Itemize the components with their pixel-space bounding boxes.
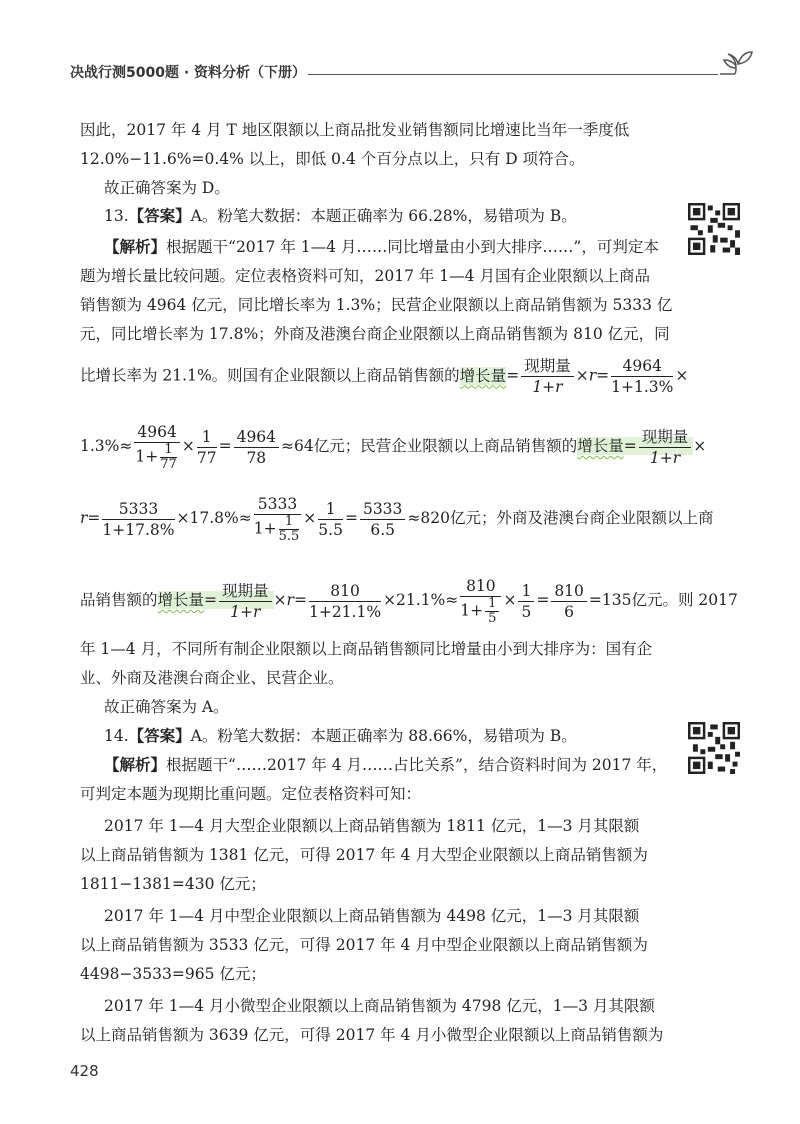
- numerator: 810: [460, 576, 501, 597]
- fraction: [360, 499, 405, 540]
- text-line: 1811−1381=430 亿元；: [80, 875, 266, 893]
- text: 1+: [253, 519, 277, 538]
- denominator: 78: [246, 448, 267, 467]
- denominator: 1+r: [230, 602, 261, 621]
- numerator: 4964: [234, 427, 279, 448]
- formula-line-1: [80, 356, 688, 397]
- text-line: 因此，2017 年 4 月 T 地区限额以上商品批发业销售额同比增速比当年一季度低: [80, 121, 630, 139]
- q13-answer-line: [104, 205, 740, 227]
- op: ×: [693, 437, 707, 455]
- text: 根据题干“2017 年 1—4 月……同比增量由小到大排序……”，可判定本: [166, 238, 659, 256]
- text-line: 以上商品销售额为 3639 亿元，可得 2017 年 4 月小微型企业限额以上商品销售额为: [80, 1026, 664, 1044]
- answer-tag: 【答案】: [128, 726, 191, 745]
- fraction: [460, 576, 501, 626]
- analysis-tag: 【解析】: [104, 237, 167, 256]
- growth-label: 增长量: [577, 437, 624, 455]
- text-line: 2017 年 1—4 月小微型企业限额以上商品销售额为 4798 亿元，1—3 月其限额: [104, 997, 655, 1015]
- fraction: [134, 422, 179, 472]
- op: ×: [303, 509, 317, 527]
- denominator: [254, 515, 302, 544]
- var-r: r: [588, 366, 597, 385]
- numerator: 5333: [254, 494, 302, 515]
- sprout-icon: [716, 48, 756, 82]
- fraction: [485, 597, 499, 626]
- denominator: 1+21.1%: [308, 602, 382, 621]
- answer-tag: 【答案】: [128, 206, 191, 225]
- analysis-tag: 【解析】: [104, 755, 167, 774]
- formula-line-2: [80, 422, 706, 472]
- numerator: 1: [518, 581, 534, 602]
- q13-answer-text: A。粉笔大数据：本题正确率为 66.28%，易错项为 B。: [190, 207, 577, 225]
- running-header: 决战行测5000题 · 资料分析（下册）: [70, 65, 307, 81]
- numerator: 现期量: [639, 427, 692, 448]
- q14-answer-line: [104, 725, 740, 747]
- denominator: [460, 597, 501, 626]
- text: 1+: [135, 447, 159, 466]
- numerator: 5333: [102, 499, 174, 520]
- denominator: 5.5: [278, 529, 300, 544]
- growth-label: 增长量: [459, 366, 507, 385]
- fraction: [521, 356, 574, 397]
- text-line: 题为增长量比较问题。定位表格资料可知，2017 年 1—4 月国有企业限额以上商品: [80, 267, 650, 285]
- numerator: 现期量: [521, 356, 574, 377]
- text: 品销售额的: [80, 591, 158, 609]
- denominator: 77: [160, 457, 177, 472]
- op: ×: [575, 366, 589, 385]
- numerator: 1: [318, 499, 343, 520]
- fraction: [219, 581, 272, 622]
- value: 1.3%: [80, 437, 120, 455]
- eq: =: [87, 509, 101, 527]
- numerator: 5333: [360, 499, 405, 520]
- eq: =: [344, 509, 358, 527]
- eq: =: [293, 591, 307, 609]
- page-number: 428: [70, 1062, 99, 1080]
- eq: =: [218, 437, 232, 455]
- denominator: 6.5: [370, 520, 395, 539]
- op: ×: [181, 437, 195, 455]
- growth-formula-highlight: [577, 427, 693, 467]
- denominator: 5: [488, 611, 497, 626]
- fraction: [639, 427, 692, 468]
- numerator: 1: [279, 515, 300, 530]
- denominator: 1+1.3%: [611, 378, 674, 396]
- eq: =: [536, 591, 550, 609]
- text-line: 故正确答案为 A。: [104, 698, 229, 716]
- fraction: [518, 581, 534, 622]
- op: ≈: [445, 591, 459, 609]
- text-line: 业、外商及港澳台商企业、民营企业。: [80, 669, 344, 687]
- fraction: [309, 581, 381, 622]
- op: ×: [675, 366, 689, 385]
- numerator: 810: [309, 581, 381, 602]
- text-line: 12.0%−11.6%=0.4% 以上，即低 0.4 个百分点以上，只有 D 项符合。: [80, 150, 585, 168]
- fraction: [551, 581, 587, 622]
- denominator: 5: [521, 602, 532, 621]
- fraction: [611, 356, 673, 397]
- fraction: [318, 499, 343, 540]
- denominator: 1+r: [532, 378, 563, 396]
- numerator: 4964: [611, 356, 673, 377]
- fraction: [279, 515, 300, 544]
- formula-line-3: [80, 494, 713, 544]
- text-line: 故正确答案为 D。: [104, 179, 230, 197]
- numerator: 1: [160, 443, 177, 458]
- numerator: 810: [551, 581, 587, 602]
- text-line: 2017 年 1—4 月中型企业限额以上商品销售额为 4498 亿元，1—3 月其限额: [104, 907, 640, 925]
- header-rule: [308, 74, 718, 75]
- op: ≈: [119, 437, 133, 455]
- growth-formula-highlight: [157, 581, 274, 621]
- fraction: [234, 427, 279, 468]
- text-line: 销售额为 4964 亿元，同比增长率为 1.3%；民营企业限额以上商品销售额为 5333 亿: [80, 296, 673, 314]
- numerator: 4964: [134, 422, 179, 443]
- fraction: [254, 494, 302, 544]
- var-r: r: [286, 591, 294, 609]
- text: 根据题干“……2017 年 4 月……占比关系”，结合资料时间为 2017 年，: [166, 756, 668, 774]
- numerator: 1: [485, 597, 499, 612]
- q14-number: 14.: [104, 727, 129, 745]
- fraction: [197, 427, 217, 468]
- fraction: [160, 443, 177, 472]
- value: ×17.8%: [176, 509, 239, 527]
- text: ≈820亿元；外商及港澳台商企业限额以上商: [407, 509, 714, 527]
- q14-answer-text: A。粉笔大数据：本题正确率为 88.66%，易错项为 B。: [190, 727, 577, 745]
- text-line: 4498−3533=965 亿元；: [80, 965, 266, 983]
- eq: =: [204, 591, 218, 609]
- denominator: 77: [196, 448, 217, 467]
- text-line: 元，同比增长率为 17.8%；外商及港澳台商企业限额以上商品销售额为 810 亿元，同: [80, 325, 670, 343]
- formula-line-4: [80, 576, 738, 626]
- text: ≈64亿元；民营企业限额以上商品销售额的: [281, 437, 578, 455]
- eq: =: [596, 366, 610, 385]
- value: ×21.1%: [383, 591, 446, 609]
- text: 比增长率为 21.1%。则国有企业限额以上商品销售额的: [80, 366, 460, 385]
- denominator: 1+17.8%: [102, 520, 175, 539]
- denominator: 1+r: [649, 448, 681, 467]
- growth-label: 增长量: [157, 591, 205, 609]
- op: ×: [503, 591, 517, 609]
- var-r: r: [80, 509, 88, 527]
- text-line: 以上商品销售额为 1381 亿元，可得 2017 年 4 月大型企业限额以上商品销售额为: [80, 846, 648, 864]
- q13-number: 13.: [104, 207, 129, 225]
- numerator: 1: [197, 427, 217, 448]
- text: 1+: [460, 601, 484, 620]
- numerator: 现期量: [219, 581, 272, 602]
- op: ≈: [238, 509, 252, 527]
- denominator: 5.5: [318, 520, 343, 539]
- q14-analysis-line: [104, 754, 740, 776]
- text-line: 可判定本题为现期比重问题。定位表格资料可知：: [80, 785, 422, 803]
- eq: =: [506, 366, 520, 385]
- text-line: 年 1—4 月，不同所有制企业限额以上商品销售额同比增量由小到大排序为：国有企: [80, 640, 653, 658]
- op: ×: [273, 591, 287, 609]
- denominator: [134, 443, 179, 472]
- text: =135亿元。则 2017: [588, 591, 738, 609]
- text-line: 以上商品销售额为 3533 亿元，可得 2017 年 4 月中型企业限额以上商品销售额为: [80, 936, 648, 954]
- fraction: [102, 499, 174, 540]
- eq: =: [623, 437, 637, 455]
- denominator: 6: [564, 602, 575, 621]
- text-line: 2017 年 1—4 月大型企业限额以上商品销售额为 1811 亿元，1—3 月其限额: [104, 817, 640, 835]
- q13-analysis-line: [104, 236, 740, 258]
